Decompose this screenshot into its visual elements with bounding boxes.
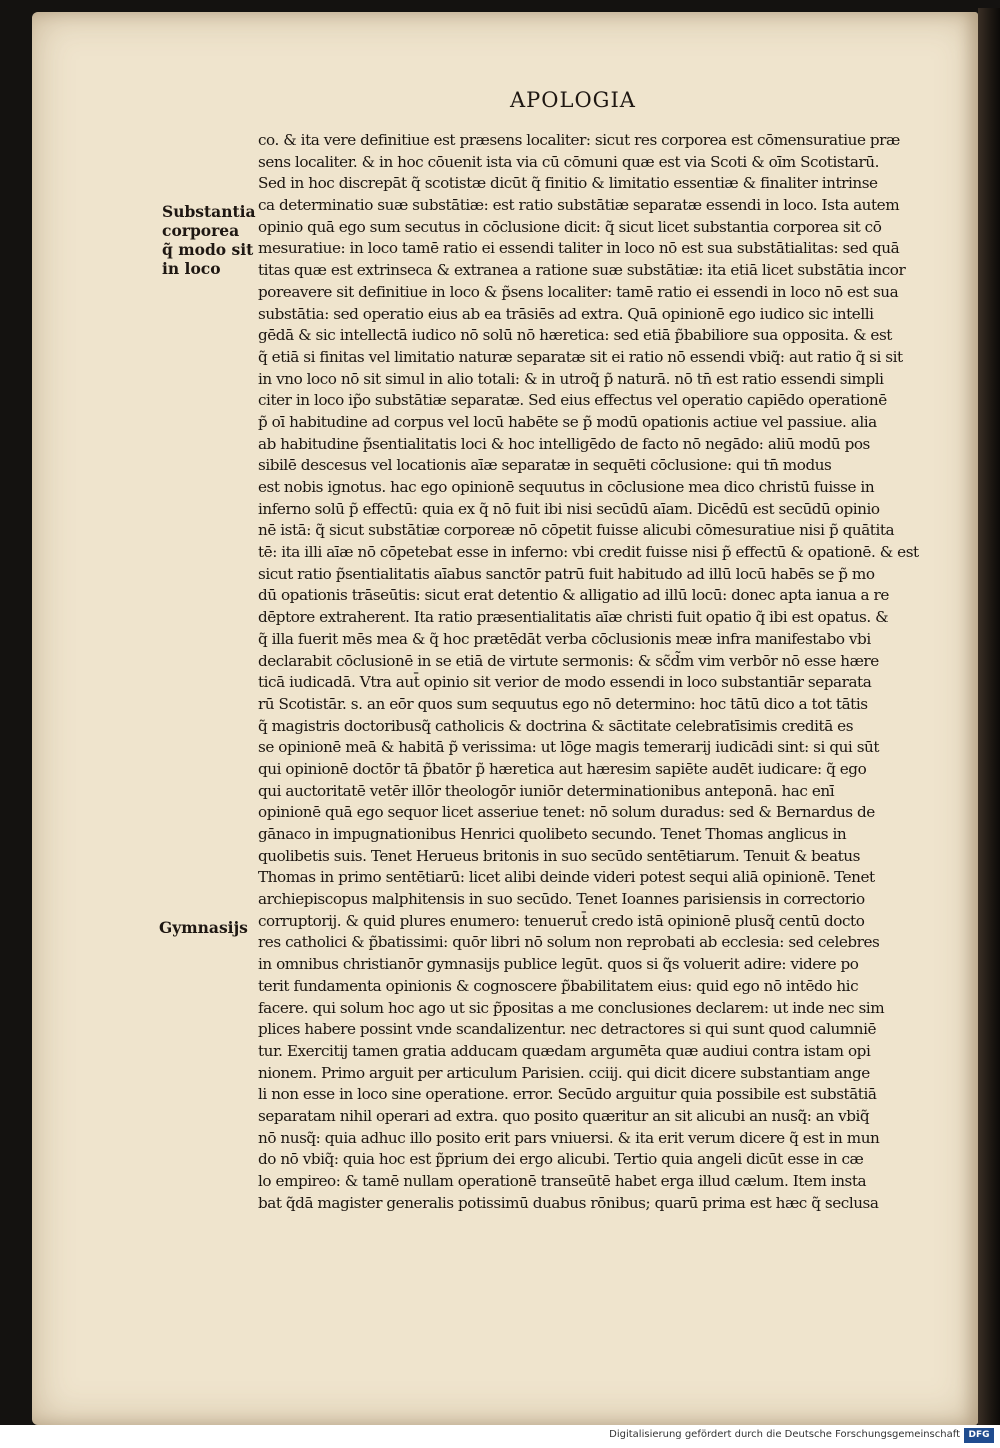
text-line: dēptore extraherent. Ita ratio præsentialitatis aīæ christi fuit opatio q̃ ibi est opatus. & bbox=[258, 608, 889, 627]
text-line: poreavere sit definitiue in loco & p̃sens localiter: tamē ratio ei essendi in loco nō est sua bbox=[258, 282, 899, 301]
text-line: qui opinionē doctōr tā p̃batōr p̃ hæretica aut hæresim sapiēte audēt iudicare: q̃ ego bbox=[258, 759, 867, 778]
dfg-logo: DFG bbox=[964, 1428, 994, 1443]
text-line: ca determinatio suæ substātiæ: est ratio substātiæ separatæ essendi in loco. Ista autem bbox=[258, 196, 900, 215]
text-line: gānaco in impugnationibus Henrici quolibeto secundo. Tenet Thomas anglicus in bbox=[258, 825, 847, 843]
text-line: opinio quā ego sum secutus in cōclusione dicit: q̃ sicut licet substantia corporea sit cō bbox=[258, 217, 882, 236]
text-line: nionem. Primo arguit per articulum Parisien. cciij. qui dicit dicere substantiam ange bbox=[258, 1063, 870, 1082]
text-line: nō nusq̃: quia adhuc illo posito erit pars vniuersi. & ita erit verum dicere q̃ est in mun bbox=[258, 1128, 880, 1147]
body-text bbox=[258, 130, 934, 1214]
text-line: sicut ratio p̃sentialitatis aīabus sanctōr patrū fuit habitudo ad illū locū habēs se p̃ mo bbox=[258, 564, 875, 583]
text-line: q̃ illa fuerit mēs mea & q̃ hoc prætēdāt verba cōclusionis meæ infra manifestabo vbi bbox=[258, 629, 871, 648]
text-line: tur. Exercitij tamen gratia adducam quædam argumēta quæ audiui contra istam opi bbox=[258, 1041, 871, 1060]
text-line: q̃ etiā si finitas vel limitatio naturæ separatæ sit ei ratio nō essendi vbiq̃: aut ratio q̃ si sit bbox=[258, 347, 903, 366]
text-line: bat q̃dā magister generalis potissimū duabus rōnibus; quarū prima est hæc q̃ seclusa bbox=[258, 1193, 879, 1212]
margin-note-substantia: Substantia corporea q̃ modo sit in loco bbox=[162, 202, 256, 278]
text-line: in vno loco nō sit simul in alio totali: & in utroq̃ p̃ naturā. nō tn̄ est ratio essendi simpli bbox=[258, 369, 884, 388]
page-edge bbox=[978, 8, 1000, 1426]
text-line: p̃ oī habitudine ad corpus vel locū habēte se p̃ modū opationis actiue vel passiue. alia bbox=[258, 412, 877, 431]
text-line: est nobis ignotus. hac ego opinionē sequutus in cōclusione mea dico christū fuisse in bbox=[258, 478, 875, 496]
text-line: co. & ita vere definitiue est præsens localiter: sicut res corporea est cōmensuratiue præ bbox=[258, 131, 900, 149]
text-line: in omnibus christianōr gymnasijs publice legūt. quos si q̃s voluerit adire: videre po bbox=[258, 955, 859, 974]
text-line: li non esse in loco sine operatione. error. Secūdo arguitur quia possibile est substātiā bbox=[258, 1085, 877, 1104]
text-line: do nō vbiq̃: quia hoc est p̃prium dei ergo alicubi. Tertio quia angeli dicūt esse in cæ bbox=[258, 1150, 864, 1169]
text-line: ticā iudicadā. Vtra aut̄ opinio sit verior de modo essendi in loco substantiār separata bbox=[258, 673, 872, 692]
text-line: se opinionē meā & habitā p̃ verissima: ut lōge magis temerarij iudicādi sint: si qui sūt bbox=[258, 738, 880, 757]
text-line: terit fundamenta opinionis & cognoscere p̃babilitatem eius: quid ego nō intēdo hic bbox=[258, 976, 859, 995]
text-line: q̃ magistris doctoribusq̃ catholicis & doctrina & sāctitate celebratīsimis creditā es bbox=[258, 716, 854, 735]
text-line: qui auctoritatē vetēr illōr theologōr iuniōr determinationibus anteponā. hac enī bbox=[258, 781, 835, 800]
text-line: archiepiscopus malphitensis in suo secūdo. Tenet Ioannes parisiensis in correctorio bbox=[258, 890, 865, 909]
text-line: gēdā & sic intellectā iudico nō solū nō hæretica: sed etiā p̃babiliore sua opposita. & est bbox=[258, 326, 892, 345]
text-line: Sed in hoc discrepāt q̃ scotistæ dicūt q̃ finitio & limitatio essentiæ & finaliter intrinse bbox=[258, 174, 878, 193]
margin-note-gymnasijs: Gymnasijs bbox=[159, 918, 248, 937]
text-line: dū opationis trāseūtis: sicut erat detentio & alligatio ad illū locū: donec apta ianua a re bbox=[258, 586, 889, 605]
text-line: inferno solū p̃ effectū: quia ex q̃ nō fuit ibi nisi secūdū aīam. Dicēdū est secūdū opinio bbox=[258, 499, 880, 518]
text-line: substātia: sed operatio eius ab ea trāsiēs ad extra. Quā opinionē ego iudico sic intelli bbox=[258, 304, 874, 323]
text-line: separatam nihil operari ad extra. quo posito quæritur an sit alicubi an nusq̃: an vbiq̃ bbox=[258, 1106, 870, 1125]
text-line: declarabit cōclusionē in se etiā de virtute sermonis: & sc̃d̃m vim verbōr nō esse hære bbox=[258, 651, 879, 670]
text-line: facere. qui solum hoc ago ut sic p̃positas a me conclusiones declarem: ut inde nec sim bbox=[258, 998, 885, 1017]
text-line: lo empireo: & tamē nullam operationē transeūtē habet erga illud cælum. Item insta bbox=[258, 1172, 867, 1190]
text-line: Thomas in primo sentētiarū: licet alibi deinde videri potest sequi aliā opinionē. Tenet bbox=[258, 868, 875, 887]
text-line: citer in loco ip̃o substātiæ separatæ. Sed eius effectus vel operatio capiēdo operationē bbox=[258, 391, 887, 410]
text-line: nē istā: q̃ sicut substātiæ corporeæ nō cōpetit fuisse alicubi cōmesuratiue nisi p̃ quātita bbox=[258, 521, 895, 540]
text-line: sibilē descesus vel locationis aīæ separatæ in sequēti cōclusione: qui tn̄ modus bbox=[258, 456, 832, 475]
text-line: plices habere possint vnde scandalizentur. nec detractores si qui sunt quod calumniē bbox=[258, 1020, 877, 1039]
text-line: titas quæ est extrinseca & extranea a ratione suæ substātiæ: ita etiā licet substātia incor bbox=[258, 261, 906, 280]
text-line: res catholici & p̃batissimi: quōr libri nō solum non reprobati ab ecclesia: sed celebres bbox=[258, 933, 880, 952]
text-line: ab habitudine p̃sentialitatis loci & hoc intelligēdo de facto nō negādo: aliū modū pos bbox=[258, 434, 870, 453]
text-line: sens localiter. & in hoc cōuenit ista via cū cōmuni quæ est via Scoti & oīm Scotistarū. bbox=[258, 152, 879, 171]
footer-bar bbox=[0, 1425, 1000, 1448]
text-line: tē: ita illi aīæ nō cōpetebat esse in inferno: vbi credit fuisse nisi p̃ effectū & opationē. & est bbox=[258, 543, 919, 562]
text-line: opinionē quā ego sequor licet asseriue tenet: nō solum duradus: sed & Bernardus de bbox=[258, 803, 875, 822]
text-line: corruptorij. & quid plures enumero: tenuerut̄ credo istā opinionē plusq̃ centū docto bbox=[258, 911, 865, 930]
text-line: quolibetis suis. Tenet Herueus britonis in suo secūdo sentētiarum. Tenuit & beatus bbox=[258, 846, 860, 865]
running-head: APOLOGIA bbox=[510, 88, 636, 112]
text-line: mesuratiue: in loco tamē ratio ei essendi taliter in loco nō est sua substātialitas: sed quā bbox=[258, 239, 900, 258]
footer-credit: Digitalisierung gefördert durch die Deutsche Forschungsgemeinschaft bbox=[609, 1429, 960, 1440]
text-line: rū Scotistār. s. an eōr quos sum sequutus ego nō determino: hoc tātū dico a tot tātis bbox=[258, 694, 868, 713]
